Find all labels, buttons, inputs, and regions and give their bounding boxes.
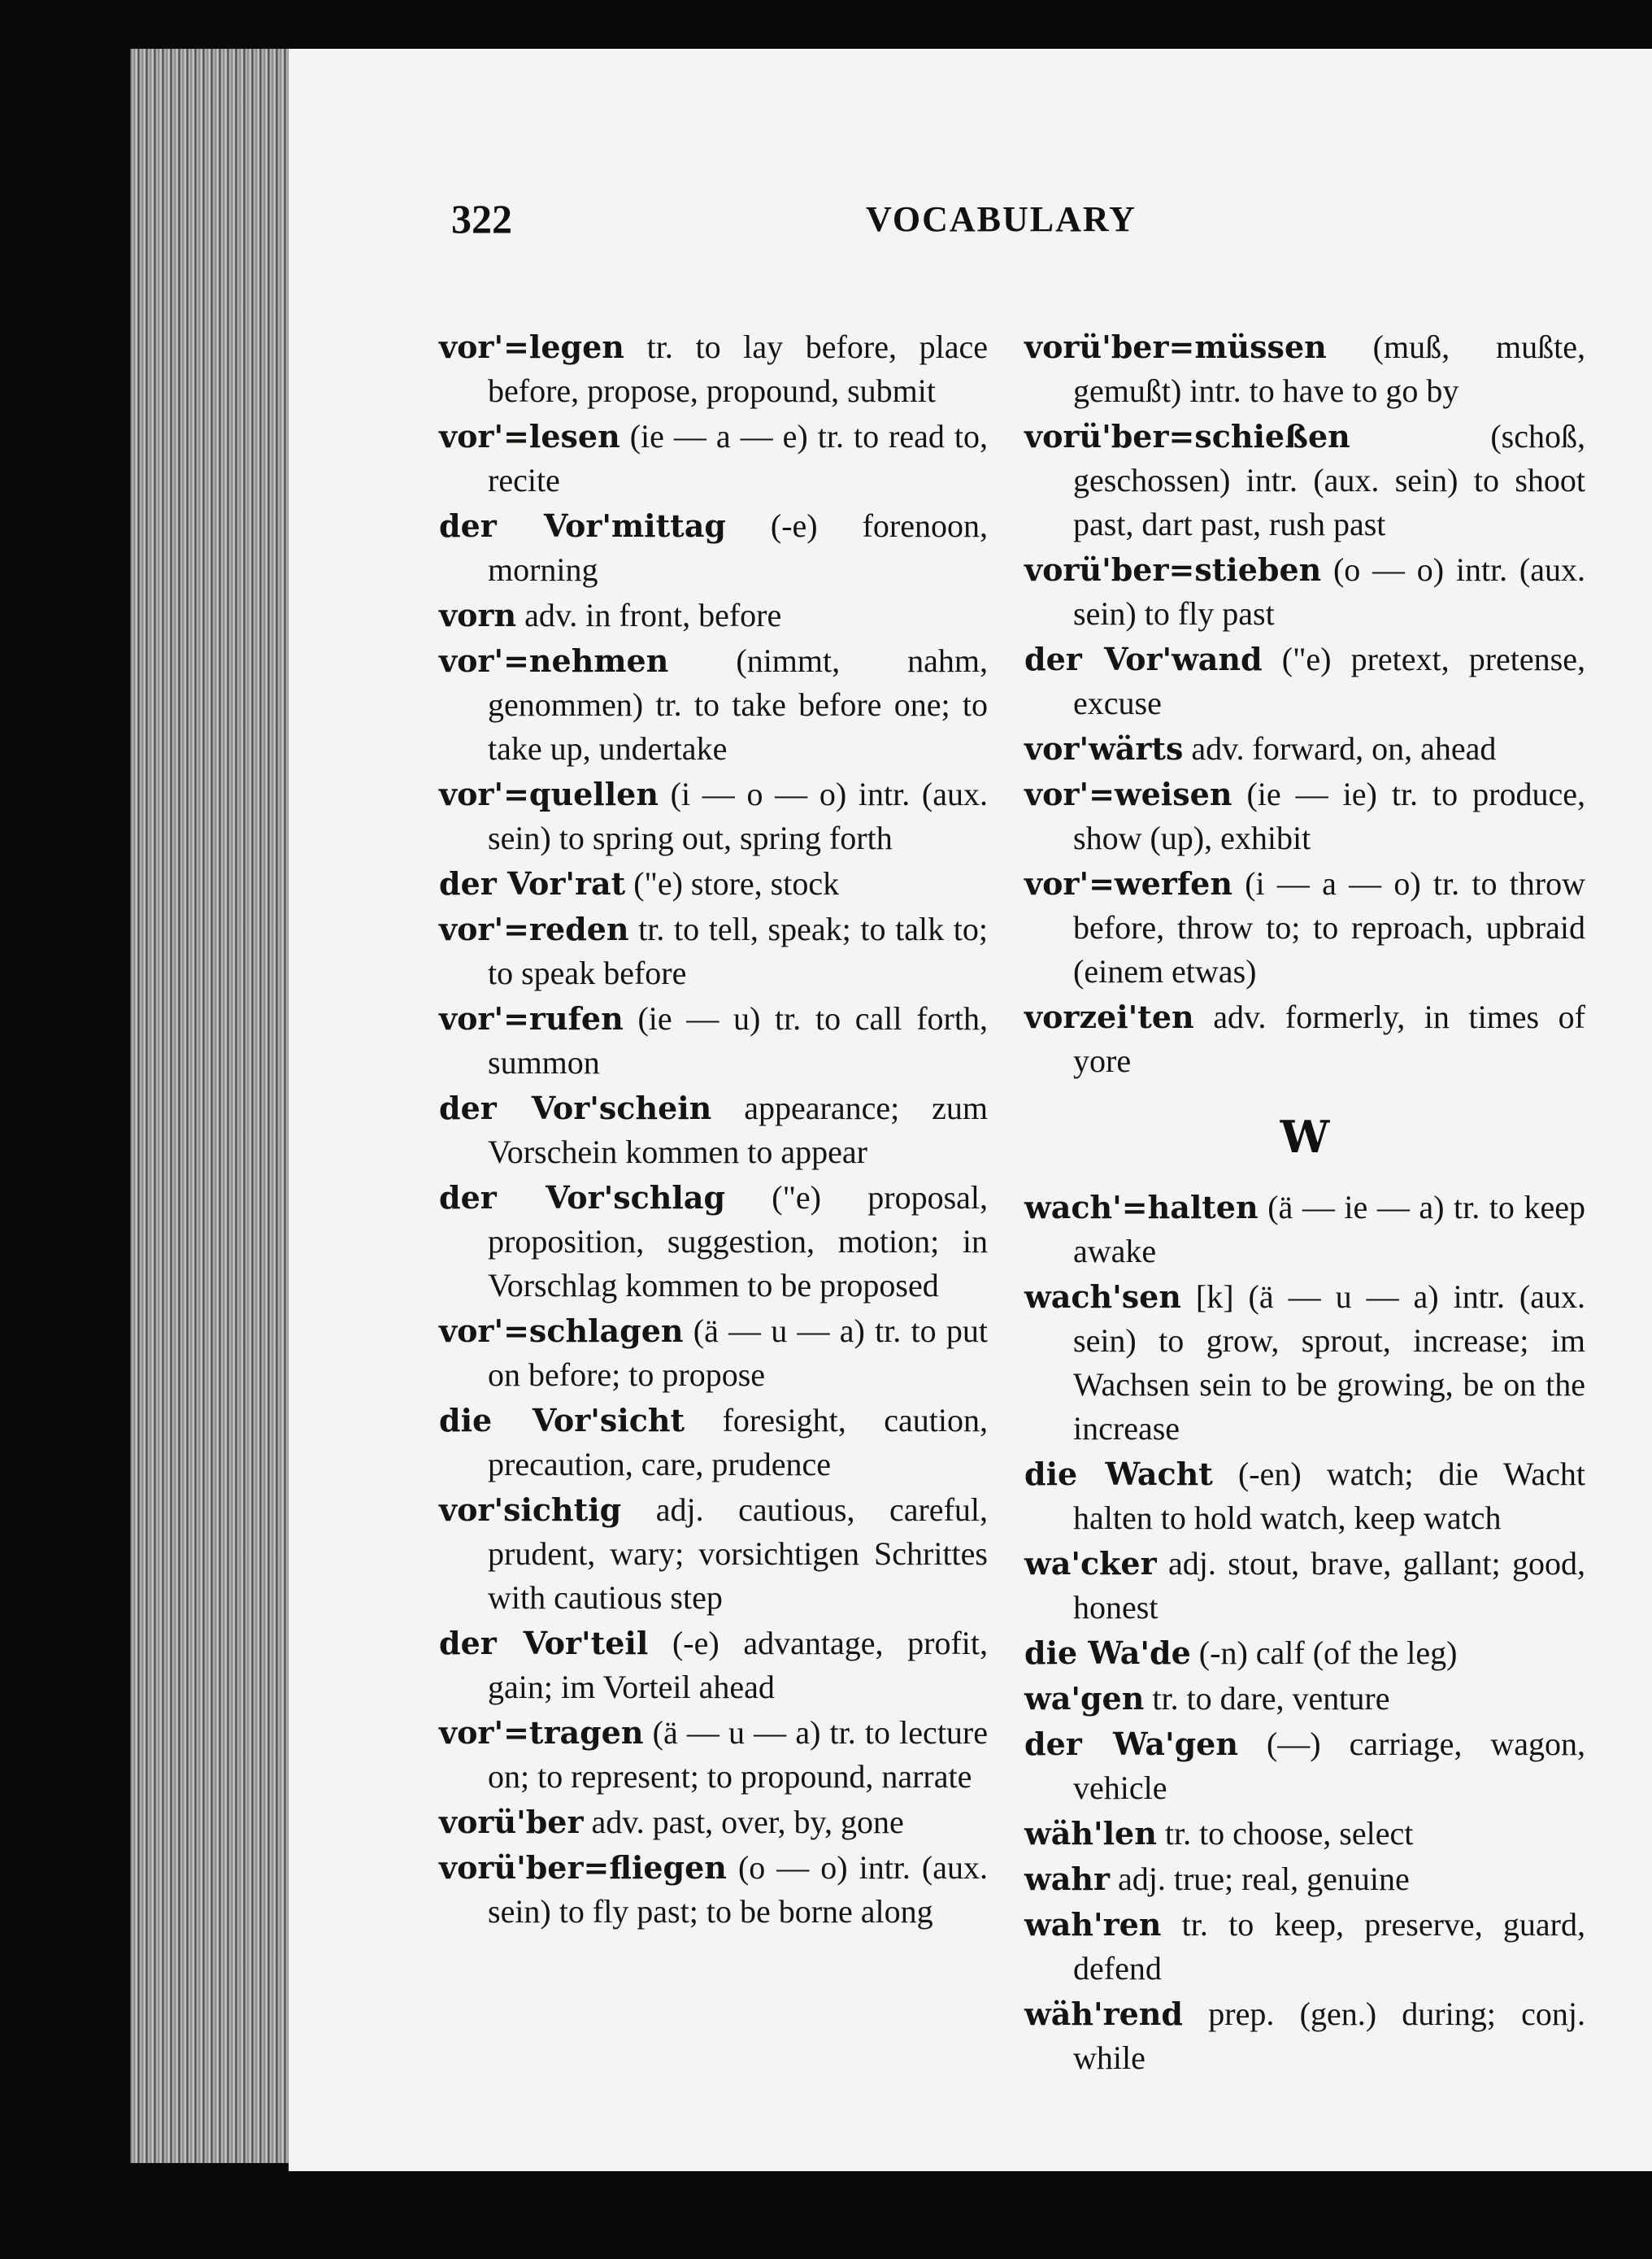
entry-definition: tr. to lay before, place before, propose, propound, submit <box>488 329 988 409</box>
entry-definition: (-en) watch; die Wacht halten to hold watch, keep watch <box>1073 1456 1585 1536</box>
entry-definition: adv. formerly, in times of yore <box>1073 999 1585 1079</box>
dictionary-entry <box>1024 325 1585 413</box>
dictionary-entry <box>1024 415 1585 546</box>
dictionary-entry <box>1024 1542 1585 1630</box>
entry-definition: (schoß, geschossen) intr. (aux. sein) to shoot past, dart past, rush past <box>1073 418 1585 542</box>
dictionary-entry <box>439 504 988 592</box>
dictionary-entry <box>439 1309 988 1397</box>
dictionary-entry <box>1024 862 1585 994</box>
entry-headword: wach'sen <box>1024 1278 1181 1315</box>
entry-definition: prep. (gen.) during; conj. while <box>1073 1996 1585 2076</box>
dictionary-entry <box>439 1176 988 1308</box>
dictionary-entry <box>1024 548 1585 636</box>
entry-headword: wah'ren <box>1024 1906 1162 1943</box>
entry-definition: (i — o — o) intr. (aux. sein) to spring out, spring forth <box>488 776 988 856</box>
dictionary-entry <box>439 325 988 413</box>
dictionary-entry <box>1024 1722 1585 1810</box>
page-number: 322 <box>451 196 512 242</box>
dictionary-entry <box>439 908 988 995</box>
dictionary-entry <box>439 997 988 1085</box>
dictionary-entry <box>1024 773 1585 860</box>
entry-headword: vor'=lesen <box>439 418 620 455</box>
entry-headword: wach'=halten <box>1024 1189 1259 1225</box>
entry-definition: adv. forward, on, ahead <box>1183 730 1497 767</box>
dictionary-entry <box>439 773 988 860</box>
dictionary-entry <box>439 862 988 906</box>
entry-headword: vor'=schlagen <box>439 1312 684 1349</box>
entry-definition: adj. true; real, genuine <box>1109 1861 1410 1897</box>
entry-definition: (ä — u — a) tr. to lecture on; to represent; to propound, narrate <box>488 1714 988 1795</box>
dictionary-entry <box>439 1800 988 1844</box>
entry-definition: [k] (ä — u — a) intr. (aux. sein) to grow, sprout, increase; im Wachsen sein to be growing, be on the increase <box>1073 1278 1585 1447</box>
entry-headword: vorü'ber=müssen <box>1024 329 1327 365</box>
dictionary-entry <box>439 594 988 638</box>
entry-headword: vor'wärts <box>1024 730 1184 767</box>
entry-definition: (-e) forenoon, morning <box>488 507 988 588</box>
dictionary-entry <box>439 1399 988 1486</box>
entry-headword: vor'=werfen <box>1024 865 1232 902</box>
entry-headword: der Vor'rat <box>439 865 626 902</box>
entry-headword: vorzei'ten <box>1024 999 1194 1035</box>
entry-headword: vor'=reden <box>439 911 629 947</box>
right-column <box>1024 325 1585 2082</box>
entry-headword: vor'=legen <box>439 329 624 365</box>
entry-definition: (ie — a — e) tr. to read to, recite <box>488 418 988 498</box>
running-head <box>289 179 1652 244</box>
dictionary-entry <box>439 415 988 503</box>
entry-headword: vor'=nehmen <box>439 642 669 679</box>
dictionary-entry <box>1024 995 1585 1083</box>
entry-headword: vorü'ber=fliegen <box>439 1849 727 1886</box>
entry-headword: der Wa'gen <box>1024 1726 1238 1762</box>
book-page-edges <box>130 49 301 2163</box>
entry-headword: der Vor'wand <box>1024 641 1263 677</box>
dictionary-entry <box>439 1711 988 1799</box>
left-column <box>439 325 988 1935</box>
entry-headword: der Vor'mittag <box>439 507 726 544</box>
dictionary-entry <box>439 1846 988 1934</box>
entry-headword: die Wa'de <box>1024 1634 1191 1671</box>
entry-definition: (i — a — o) tr. to throw before, throw to; to reproach, upbraid (einem etwas) <box>1073 865 1585 990</box>
entry-headword: vorü'ber=schießen <box>1024 418 1350 455</box>
dictionary-entry <box>1024 1275 1585 1451</box>
entry-definition: ("e) pretext, pretense, excuse <box>1073 641 1585 721</box>
dictionary-page <box>289 49 1652 2171</box>
dictionary-entry <box>1024 1631 1585 1675</box>
entry-headword: wa'cker <box>1024 1545 1157 1582</box>
entry-definition: (nimmt, nahm, genommen) tr. to take before one; to take up, undertake <box>488 642 988 767</box>
running-title: VOCABULARY <box>866 199 1137 239</box>
entry-headword: vorn <box>439 597 517 633</box>
entry-definition: ("e) store, stock <box>625 865 840 902</box>
section-letter: W <box>1280 1111 1330 1163</box>
dictionary-entry <box>1024 1992 1585 2080</box>
entry-definition: tr. to dare, venture <box>1144 1680 1390 1717</box>
entry-definition: (ie — ie) tr. to produce, show (up), exhibit <box>1073 776 1585 856</box>
entry-headword: vor'=weisen <box>1024 776 1232 812</box>
dictionary-entry <box>1024 1857 1585 1901</box>
entry-definition: adv. past, over, by, gone <box>583 1804 904 1840</box>
dictionary-entry <box>1024 1186 1585 1273</box>
entry-definition: tr. to tell, speak; to talk to; to speak before <box>488 911 988 991</box>
dictionary-entry <box>1024 1452 1585 1540</box>
entry-definition: tr. to keep, preserve, guard, defend <box>1073 1906 1585 1987</box>
entry-definition: (-n) calf (of the leg) <box>1190 1634 1458 1671</box>
entry-headword: vorü'ber=stieben <box>1024 551 1322 588</box>
entry-headword: die Vor'sicht <box>439 1402 685 1439</box>
entry-headword: vor'=quellen <box>439 776 659 812</box>
entry-headword: wa'gen <box>1024 1680 1145 1717</box>
dictionary-entry <box>439 639 988 771</box>
entry-headword: vor'sichtig <box>439 1491 622 1528</box>
dictionary-entry <box>1024 727 1585 771</box>
dictionary-entry <box>439 1086 988 1174</box>
dictionary-entry <box>1024 1677 1585 1721</box>
entry-headword: vorü'ber <box>439 1804 584 1840</box>
entry-definition: (—) carriage, wagon, vehicle <box>1073 1726 1585 1806</box>
entry-definition: (muß, mußte, gemußt) intr. to have to go by <box>1073 329 1585 409</box>
entry-definition: (o — o) intr. (aux. sein) to fly past; to be borne along <box>488 1849 988 1930</box>
entry-headword: wäh'len <box>1024 1815 1157 1852</box>
dictionary-entry <box>1024 1812 1585 1856</box>
entry-definition: (o — o) intr. (aux. sein) to fly past <box>1073 551 1585 632</box>
entry-definition: ("e) proposal, proposition, suggestion, motion; in Vorschlag kommen to be proposed <box>488 1179 988 1304</box>
entry-definition: (-e) advantage, profit, gain; im Vorteil ahead <box>488 1625 988 1705</box>
entry-headword: der Vor'teil <box>439 1625 649 1661</box>
entry-definition: (ie — u) tr. to call forth, summon <box>488 1000 988 1081</box>
dictionary-entry <box>1024 1903 1585 1991</box>
entry-headword: vor'=rufen <box>439 1000 624 1037</box>
entry-definition: adv. in front, before <box>516 597 782 633</box>
dictionary-entry <box>439 1488 988 1620</box>
entry-definition: (ä — u — a) tr. to put on before; to propose <box>488 1312 988 1393</box>
entry-headword: der Vor'schein <box>439 1090 712 1126</box>
entry-headword: die Wacht <box>1024 1456 1213 1492</box>
entry-headword: wahr <box>1024 1861 1110 1897</box>
entry-headword: der Vor'schlag <box>439 1179 726 1216</box>
entry-headword: wäh'rend <box>1024 1996 1183 2032</box>
entry-definition: foresight, caution, precaution, care, prudence <box>488 1402 988 1482</box>
entry-headword: vor'=tragen <box>439 1714 644 1751</box>
dictionary-entry <box>439 1621 988 1709</box>
dictionary-entry <box>1024 638 1585 725</box>
entry-definition: adj. stout, brave, gallant; good, honest <box>1073 1545 1585 1626</box>
entry-definition: (ä — ie — a) tr. to keep awake <box>1073 1189 1585 1269</box>
entry-definition: tr. to choose, select <box>1156 1815 1414 1852</box>
entry-definition: adj. cautious, careful, prudent, wary; vorsichtigen Schrittes with cautious step <box>488 1491 988 1616</box>
entry-definition: appearance; zum Vorschein kommen to appear <box>488 1090 988 1170</box>
